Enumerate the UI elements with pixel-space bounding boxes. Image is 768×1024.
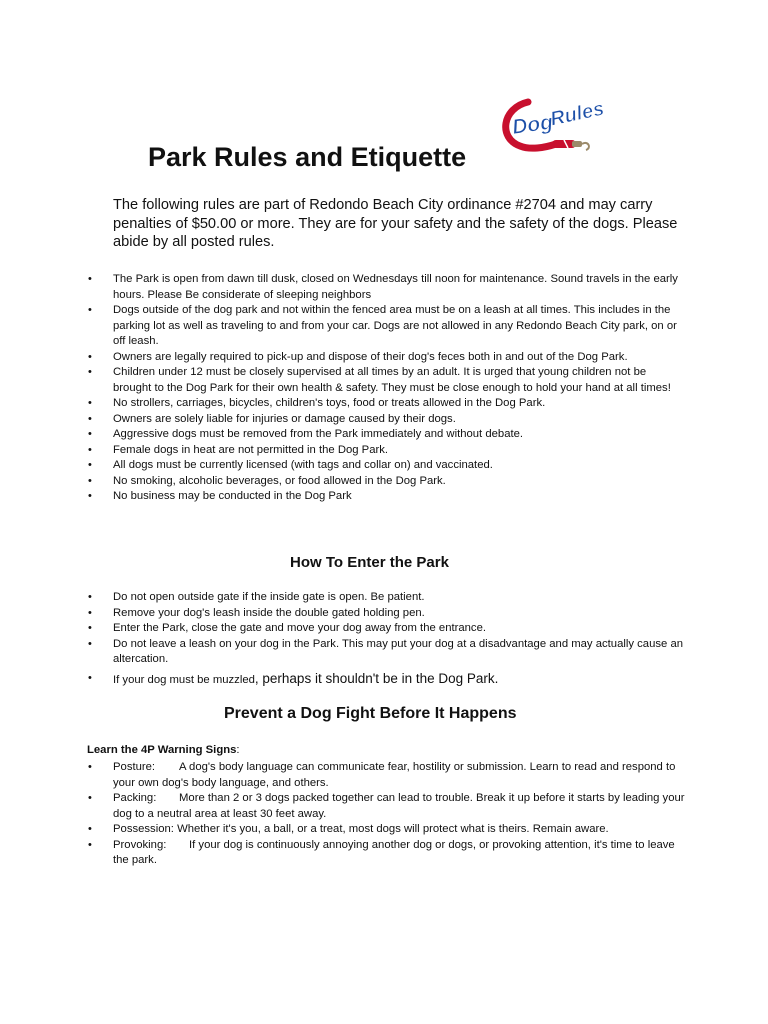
- list-item: • Do not leave a leash on your dog in the Park. This may put your dog at a disadvantage and may actually cause an altercation.: [87, 637, 687, 668]
- logo-word-rules: Rules: [548, 97, 607, 131]
- list-item: • The Park is open from dawn till dusk, closed on Wednesdays till noon for maintenance. Sound travels in the early hours. Please Be considerate of sleeping neighbors: [87, 272, 687, 303]
- sign-term: Packing:: [113, 792, 157, 804]
- list-item: • Do not open outside gate if the inside gate is open. Be patient.: [87, 590, 687, 606]
- list-item: • No business may be conducted in the Dog Park: [87, 489, 687, 505]
- list-item: [87, 838, 687, 869]
- warning-signs-list: [87, 760, 687, 869]
- sign-text: More than 2 or 3 dogs packed together can lead to trouble. Break it up before it starts by leading your dog to a neutral area at least 30 feet away.: [113, 792, 685, 820]
- logo-word-dog: Dog: [510, 110, 555, 140]
- enter-park-list: [87, 590, 687, 688]
- sign-text: If your dog is continuously annoying another dog or dogs, or provoking attention, it's time to leave the park.: [113, 838, 675, 866]
- sign-text: Whether it's you, a ball, or a treat, most dogs will protect what is theirs. Remain aware.: [177, 823, 609, 835]
- list-item: • Dogs outside of the dog park and not within the fenced area must be on a leash at all times. This includes in the parking lot as well as traveling to and from your car. Dogs are not allowed in any Redondo Beach City park, on or off leash.: [87, 303, 687, 350]
- list-item: • Children under 12 must be closely supervised at all times by an adult. It is urged that young children not be brought to the Dog Park for their own health & safety. They must be close enough to hold your hand at all times!: [87, 365, 687, 396]
- warning-signs-label: Learn the 4P Warning Signs: [87, 744, 237, 756]
- leash-logo-icon: [498, 94, 622, 168]
- page-title: Park Rules and Etiquette: [148, 142, 467, 172]
- sign-term: Provoking:: [113, 838, 167, 851]
- list-item: [87, 760, 687, 791]
- muzzle-text-b: , perhaps it shouldn't be in the Dog Park.: [254, 670, 499, 686]
- dog-rules-logo: [498, 94, 622, 168]
- list-item: • Remove your dog's leash inside the double gated holding pen.: [87, 606, 687, 622]
- list-item: • No smoking, alcoholic beverages, or food allowed in the Dog Park.: [87, 474, 687, 490]
- warning-signs-subheading: [87, 744, 240, 756]
- list-item: • No strollers, carriages, bicycles, children's toys, food or treats allowed in the Dog Park.: [87, 396, 687, 412]
- list-item: [87, 671, 687, 689]
- list-item: • All dogs must be currently licensed (with tags and collar on) and vaccinated.: [87, 458, 687, 474]
- park-rules-list: [87, 272, 687, 505]
- list-item: • Aggressive dogs must be removed from the Park immediately and without debate.: [87, 427, 687, 443]
- intro-paragraph: The following rules are part of Redondo Beach City ordinance #2704 and may carry penalties of $50.00 or more. They are for your safety and the safety of the dogs. Please abide by all posted rules.: [113, 197, 678, 250]
- list-item: • Owners are legally required to pick-up and dispose of their dog's feces both in and out of the Dog Park.: [87, 350, 687, 366]
- sign-term: Posture:: [113, 761, 156, 773]
- list-item: [87, 791, 687, 822]
- list-item: [87, 822, 687, 838]
- sign-term: Possession:: [113, 823, 174, 835]
- sign-text: A dog's body language can communicate fear, hostility or submission. Learn to read and respond to your own dog's body language, and others.: [113, 761, 676, 789]
- section-heading-enter: How To Enter the Park: [290, 554, 449, 571]
- warning-signs-colon: :: [236, 744, 240, 756]
- list-item: • Female dogs in heat are not permitted in the Dog Park.: [87, 443, 687, 459]
- section-heading-fight: Prevent a Dog Fight Before It Happens: [224, 705, 517, 722]
- list-item: • Enter the Park, close the gate and move your dog away from the entrance.: [87, 621, 687, 637]
- muzzle-text-a: If your dog must be muzzled: [113, 673, 255, 686]
- list-item: • Owners are solely liable for injuries or damage caused by their dogs.: [87, 412, 687, 428]
